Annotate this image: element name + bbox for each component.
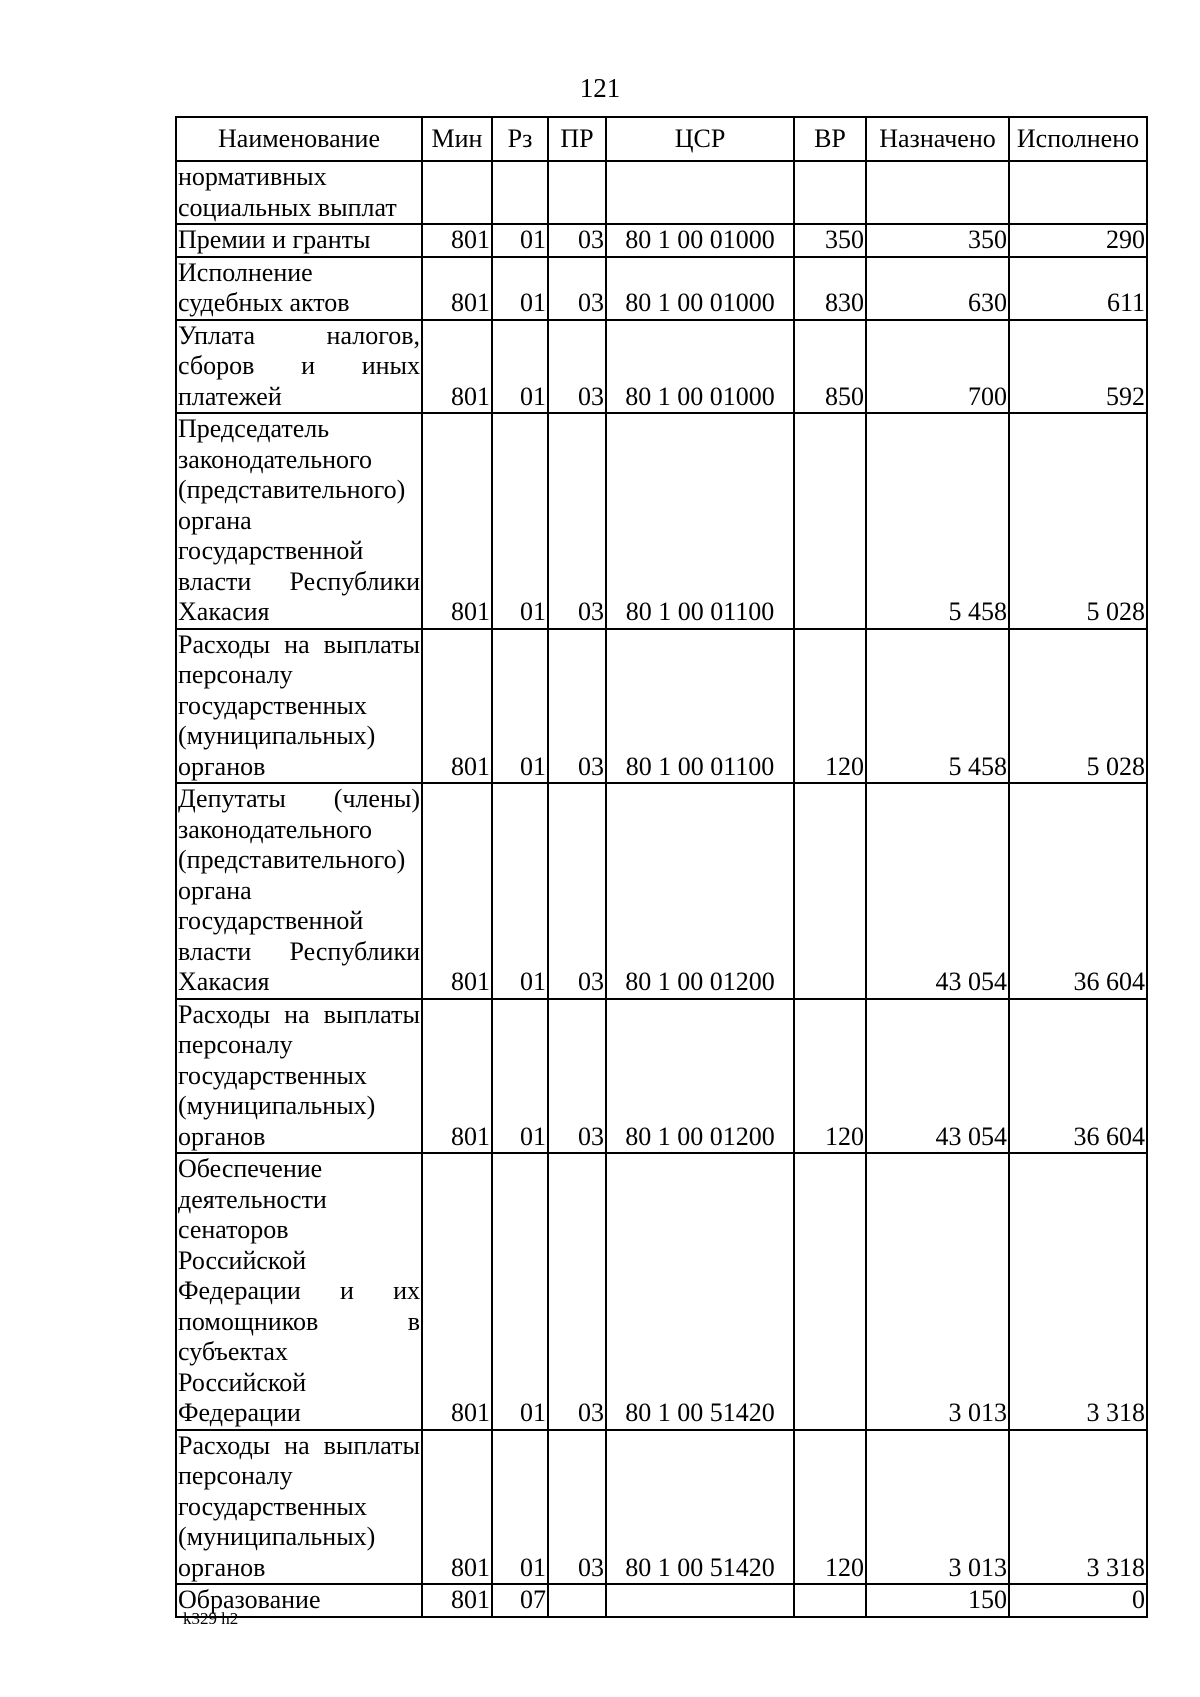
cell-rz: 01 bbox=[492, 257, 548, 320]
table-row bbox=[176, 629, 1147, 784]
cell-name: Образование bbox=[176, 1584, 422, 1617]
cell-executed: 3 318 bbox=[1009, 1430, 1147, 1585]
cell-min: 801 bbox=[422, 257, 492, 320]
table-body bbox=[176, 161, 1147, 1617]
table-row bbox=[176, 161, 1147, 224]
cell-csr: 80 1 00 01200 bbox=[606, 783, 794, 999]
cell-pr: 03 bbox=[548, 224, 606, 257]
cell-vr bbox=[794, 1153, 866, 1430]
cell-rz: 01 bbox=[492, 783, 548, 999]
cell-name: Премии и гранты bbox=[176, 224, 422, 257]
cell-pr: 03 bbox=[548, 629, 606, 784]
cell-name: Расходы на выплаты персоналу государственных (муниципальных) органов bbox=[176, 629, 422, 784]
cell-rz: 01 bbox=[492, 413, 548, 629]
header-name: Наименование bbox=[176, 117, 422, 161]
cell-name: Расходы на выплаты персоналу государственных (муниципальных) органов bbox=[176, 999, 422, 1154]
cell-pr bbox=[548, 1584, 606, 1617]
cell-min: 801 bbox=[422, 320, 492, 414]
cell-csr bbox=[606, 161, 794, 224]
cell-min: 801 bbox=[422, 1153, 492, 1430]
cell-rz: 07 bbox=[492, 1584, 548, 1617]
cell-rz: 01 bbox=[492, 320, 548, 414]
cell-csr: 80 1 00 01000 bbox=[606, 224, 794, 257]
cell-executed: 0 bbox=[1009, 1584, 1147, 1617]
cell-executed: 36 604 bbox=[1009, 999, 1147, 1154]
table-row bbox=[176, 1430, 1147, 1585]
cell-min: 801 bbox=[422, 999, 492, 1154]
cell-assigned: 5 458 bbox=[866, 629, 1009, 784]
cell-executed bbox=[1009, 161, 1147, 224]
cell-min: 801 bbox=[422, 1584, 492, 1617]
cell-vr bbox=[794, 1584, 866, 1617]
cell-assigned: 5 458 bbox=[866, 413, 1009, 629]
cell-pr: 03 bbox=[548, 1153, 606, 1430]
cell-executed: 5 028 bbox=[1009, 629, 1147, 784]
cell-name: нормативных социальных выплат bbox=[176, 161, 422, 224]
cell-rz: 01 bbox=[492, 1153, 548, 1430]
page-number: 121 bbox=[579, 73, 621, 103]
table-row bbox=[176, 783, 1147, 999]
cell-executed: 36 604 bbox=[1009, 783, 1147, 999]
cell-min bbox=[422, 161, 492, 224]
table-row bbox=[176, 320, 1147, 414]
cell-executed: 3 318 bbox=[1009, 1153, 1147, 1430]
cell-pr bbox=[548, 161, 606, 224]
cell-assigned: 350 bbox=[866, 224, 1009, 257]
header-csr: ЦСР bbox=[606, 117, 794, 161]
cell-vr bbox=[794, 161, 866, 224]
cell-min: 801 bbox=[422, 224, 492, 257]
cell-assigned: 150 bbox=[866, 1584, 1009, 1617]
cell-rz: 01 bbox=[492, 629, 548, 784]
cell-min: 801 bbox=[422, 413, 492, 629]
cell-csr: 80 1 00 01000 bbox=[606, 257, 794, 320]
cell-assigned: 3 013 bbox=[866, 1153, 1009, 1430]
cell-name: Исполнение судебных актов bbox=[176, 257, 422, 320]
cell-name: Обеспечение деятельности сенаторов Российской Федерации и их помощников в субъектах Российской Федерации bbox=[176, 1153, 422, 1430]
cell-assigned bbox=[866, 161, 1009, 224]
cell-vr: 120 bbox=[794, 629, 866, 784]
header-min: Мин bbox=[422, 117, 492, 161]
cell-rz: 01 bbox=[492, 224, 548, 257]
cell-csr bbox=[606, 1584, 794, 1617]
cell-executed: 611 bbox=[1009, 257, 1147, 320]
cell-assigned: 700 bbox=[866, 320, 1009, 414]
cell-vr bbox=[794, 783, 866, 999]
cell-assigned: 630 bbox=[866, 257, 1009, 320]
cell-assigned: 3 013 bbox=[866, 1430, 1009, 1585]
cell-executed: 290 bbox=[1009, 224, 1147, 257]
table-row bbox=[176, 999, 1147, 1154]
cell-pr: 03 bbox=[548, 320, 606, 414]
cell-executed: 592 bbox=[1009, 320, 1147, 414]
header-rz: Рз bbox=[492, 117, 548, 161]
cell-vr: 350 bbox=[794, 224, 866, 257]
cell-csr: 80 1 00 51420 bbox=[606, 1153, 794, 1430]
cell-csr: 80 1 00 01000 bbox=[606, 320, 794, 414]
cell-assigned: 43 054 bbox=[866, 999, 1009, 1154]
cell-rz bbox=[492, 161, 548, 224]
cell-csr: 80 1 00 01200 bbox=[606, 999, 794, 1154]
cell-vr: 830 bbox=[794, 257, 866, 320]
cell-min: 801 bbox=[422, 1430, 492, 1585]
cell-assigned: 43 054 bbox=[866, 783, 1009, 999]
cell-pr: 03 bbox=[548, 783, 606, 999]
cell-rz: 01 bbox=[492, 999, 548, 1154]
cell-vr bbox=[794, 413, 866, 629]
cell-pr: 03 bbox=[548, 1430, 606, 1585]
cell-min: 801 bbox=[422, 783, 492, 999]
header-vr: ВР bbox=[794, 117, 866, 161]
cell-min: 801 bbox=[422, 629, 492, 784]
budget-table bbox=[175, 116, 1148, 1618]
cell-pr: 03 bbox=[548, 257, 606, 320]
header-pr: ПР bbox=[548, 117, 606, 161]
table-row bbox=[176, 224, 1147, 257]
cell-vr: 120 bbox=[794, 999, 866, 1154]
cell-pr: 03 bbox=[548, 999, 606, 1154]
cell-csr: 80 1 00 01100 bbox=[606, 629, 794, 784]
cell-vr: 120 bbox=[794, 1430, 866, 1585]
cell-vr: 850 bbox=[794, 320, 866, 414]
cell-name: Уплата налогов, сборов и иных платежей bbox=[176, 320, 422, 414]
table-header-row bbox=[176, 117, 1147, 161]
footer-code: k329 h2 bbox=[183, 1609, 239, 1628]
cell-name: Председатель законодательного (представительного) органа государственной власти Республики Хакасия bbox=[176, 413, 422, 629]
header-executed: Исполнено bbox=[1009, 117, 1147, 161]
table-row bbox=[176, 413, 1147, 629]
cell-csr: 80 1 00 01100 bbox=[606, 413, 794, 629]
table-row bbox=[176, 1584, 1147, 1617]
cell-csr: 80 1 00 51420 bbox=[606, 1430, 794, 1585]
table-row bbox=[176, 1153, 1147, 1430]
table-row bbox=[176, 257, 1147, 320]
cell-name: Депутаты (члены) законодательного (представительного) органа государственной власти Республики Хакасия bbox=[176, 783, 422, 999]
cell-executed: 5 028 bbox=[1009, 413, 1147, 629]
cell-rz: 01 bbox=[492, 1430, 548, 1585]
cell-name: Расходы на выплаты персоналу государственных (муниципальных) органов bbox=[176, 1430, 422, 1585]
header-assigned: Назначено bbox=[866, 117, 1009, 161]
cell-pr: 03 bbox=[548, 413, 606, 629]
